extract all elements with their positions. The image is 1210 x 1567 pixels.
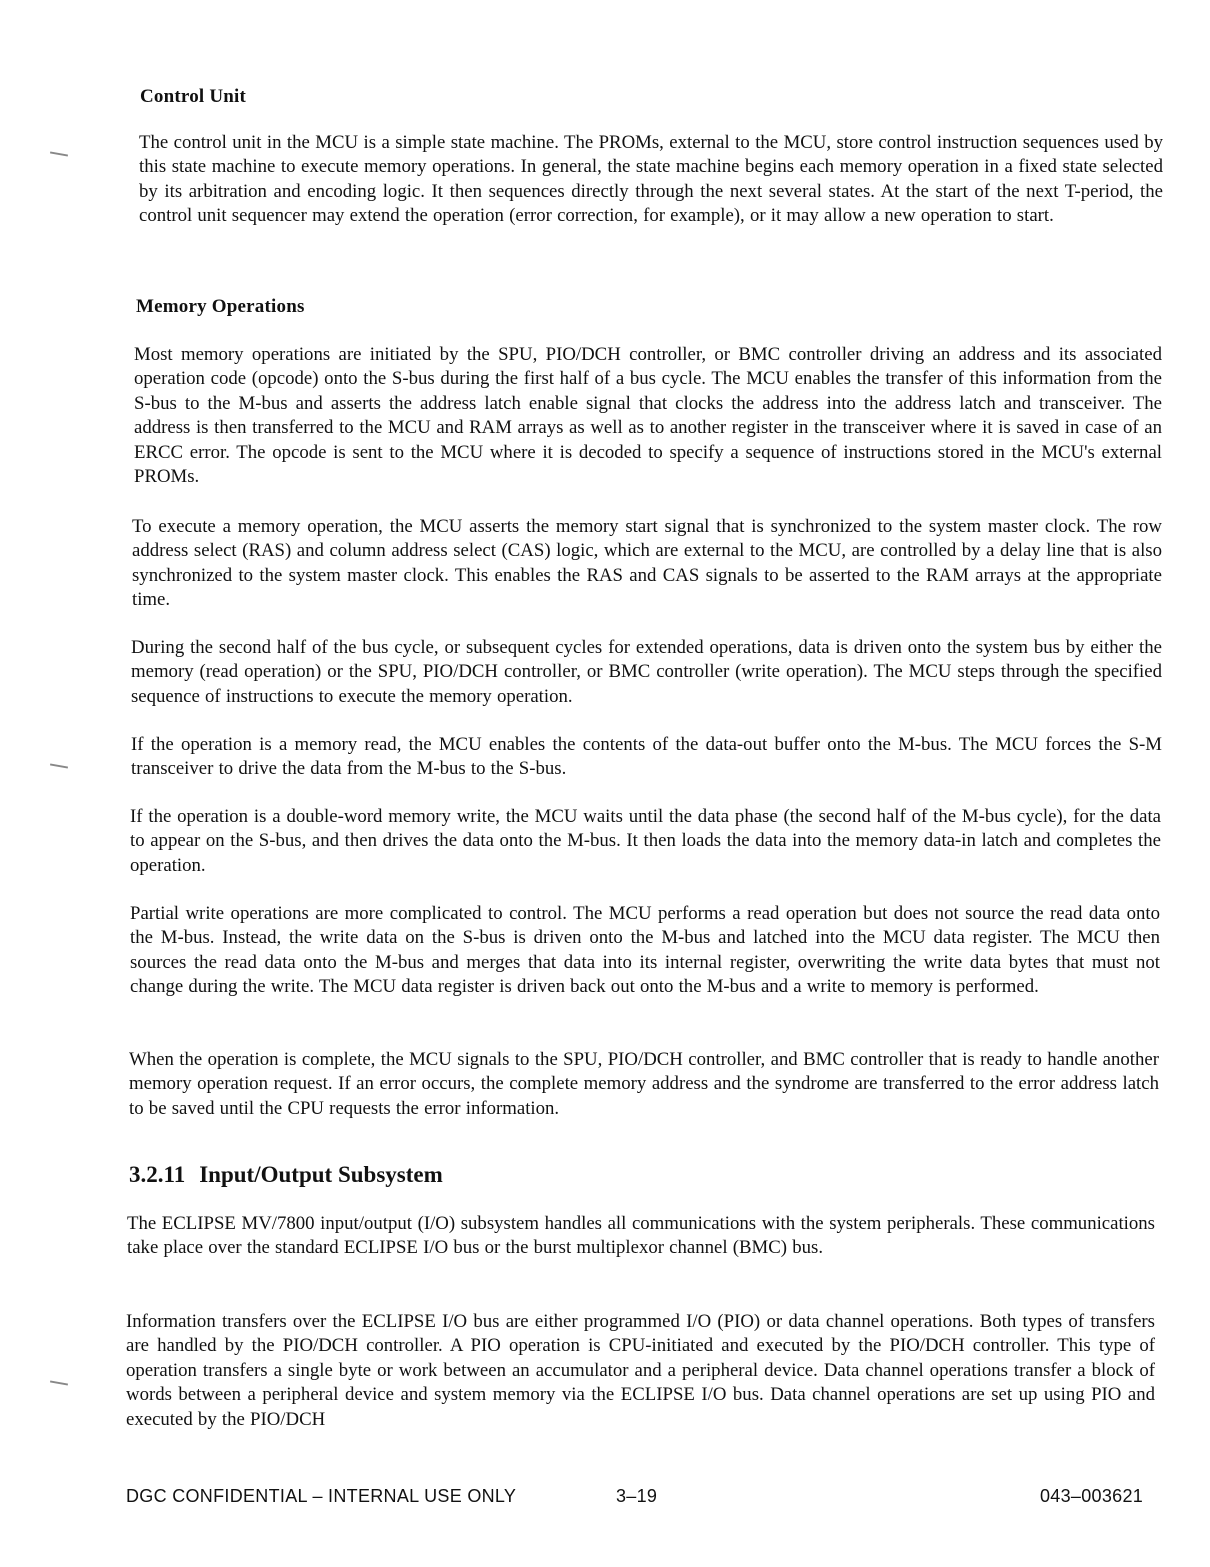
paragraph-memory-ops-7: When the operation is complete, the MCU signals to the SPU, PIO/DCH controller, and BMC controller that is ready to handle another memory operation request. If an error occurs, the complete memory address and the syndrome are transferred to the error address latch to be saved until the CPU requests the error information.	[129, 1049, 1159, 1119]
paragraph-memory-ops-6: Partial write operations are more complicated to control. The MCU performs a read operation but does not source the read data onto the M-bus. Instead, the write data on the S-bus is driven onto the M-bus and latched into the MCU data register. The MCU then sources the read data onto the M-bus and merges that data into its internal register, overwriting the write data bytes that must not change during the write. The MCU data register is driven back out onto the M-bus and a write to memory is performed.	[130, 903, 1160, 998]
footer-doc-number: 043–003621	[1040, 1486, 1144, 1506]
section-heading-io-subsystem	[129, 1162, 443, 1188]
paragraph-control-unit: The control unit in the MCU is a simple state machine. The PROMs, external to the MCU, store control instruction sequences used by this state machine to execute memory operations. In general, the state machine begins each memory operation in a fixed state selected by its arbitration and encoding logic. It then sequences directly through the next several states. At the start of the next T-period, the control unit sequencer may extend the operation (error correction, for example), or it may allow a new operation to start.	[139, 132, 1163, 227]
paragraph-io-2: Information transfers over the ECLIPSE I/O bus are either programmed I/O (PIO) or data channel operations. Both types of transfers are handled by the PIO/DCH controller. A PIO operation is CPU-initiated and executed by the PIO/DCH controller. This type of operation transfers a single byte or work between an accumulator and a peripheral device. Data channel operations transfer a block of words between a peripheral device and system memory via the ECLIPSE I/O bus. Data channel operations are set up using PIO and executed by the PIO/DCH	[126, 1311, 1155, 1430]
section-title: Input/Output Subsystem	[199, 1162, 443, 1187]
heading-control-unit: Control Unit	[140, 86, 247, 107]
paragraph-memory-ops-2: To execute a memory operation, the MCU asserts the memory start signal that is synchronized to the system master clock. The row address select (RAS) and column address select (CAS) logic, which are external to the MCU, are controlled by a delay line that is also synchronized to the system master clock. This enables the RAS and CAS signals to be asserted to the RAM arrays at the appropriate time.	[132, 516, 1162, 611]
margin-mark	[50, 1380, 68, 1385]
heading-memory-operations: Memory Operations	[136, 296, 305, 317]
paragraph-memory-ops-1: Most memory operations are initiated by the SPU, PIO/DCH controller, or BMC controller driving an address and its associated operation code (opcode) onto the S-bus during the first half of a bus cycle. The MCU enables the transfer of this information from the S-bus to the M-bus and asserts the address latch enable signal that clocks the address into the address latch and transceiver. The address is then transferred to the MCU and RAM arrays as well as to another register in the transceiver where it is saved in case of an ERCC error. The opcode is sent to the MCU where it is decoded to specify a sequence of instructions stored in the MCU's external PROMs.	[134, 344, 1162, 488]
margin-mark	[50, 763, 68, 768]
footer-confidential: DGC CONFIDENTIAL – INTERNAL USE ONLY	[126, 1486, 517, 1506]
paragraph-memory-ops-5: If the operation is a double-word memory write, the MCU waits until the data phase (the second half of the M-bus cycle), for the data to appear on the S-bus, and then drives the data onto the M-bus. It then loads the data into the memory data-in latch and completes the operation.	[130, 806, 1161, 876]
margin-mark	[50, 151, 68, 156]
footer-page-number: 3–19	[616, 1486, 658, 1506]
paragraph-memory-ops-4: If the operation is a memory read, the MCU enables the contents of the data-out buffer onto the M-bus. The MCU forces the S-M transceiver to drive the data from the M-bus to the S-bus.	[131, 734, 1162, 780]
paragraph-io-1: The ECLIPSE MV/7800 input/output (I/O) subsystem handles all communications with the system peripherals. These communications take place over the standard ECLIPSE I/O bus or the burst multiplexor channel (BMC) bus.	[127, 1213, 1155, 1259]
paragraph-memory-ops-3: During the second half of the bus cycle, or subsequent cycles for extended operations, data is driven onto the system bus by either the memory (read operation) or the SPU, PIO/DCH controller, or BMC controller (write operation). The MCU steps through the specified sequence of instructions to execute the memory operation.	[131, 637, 1162, 707]
section-number: 3.2.11	[129, 1162, 186, 1187]
